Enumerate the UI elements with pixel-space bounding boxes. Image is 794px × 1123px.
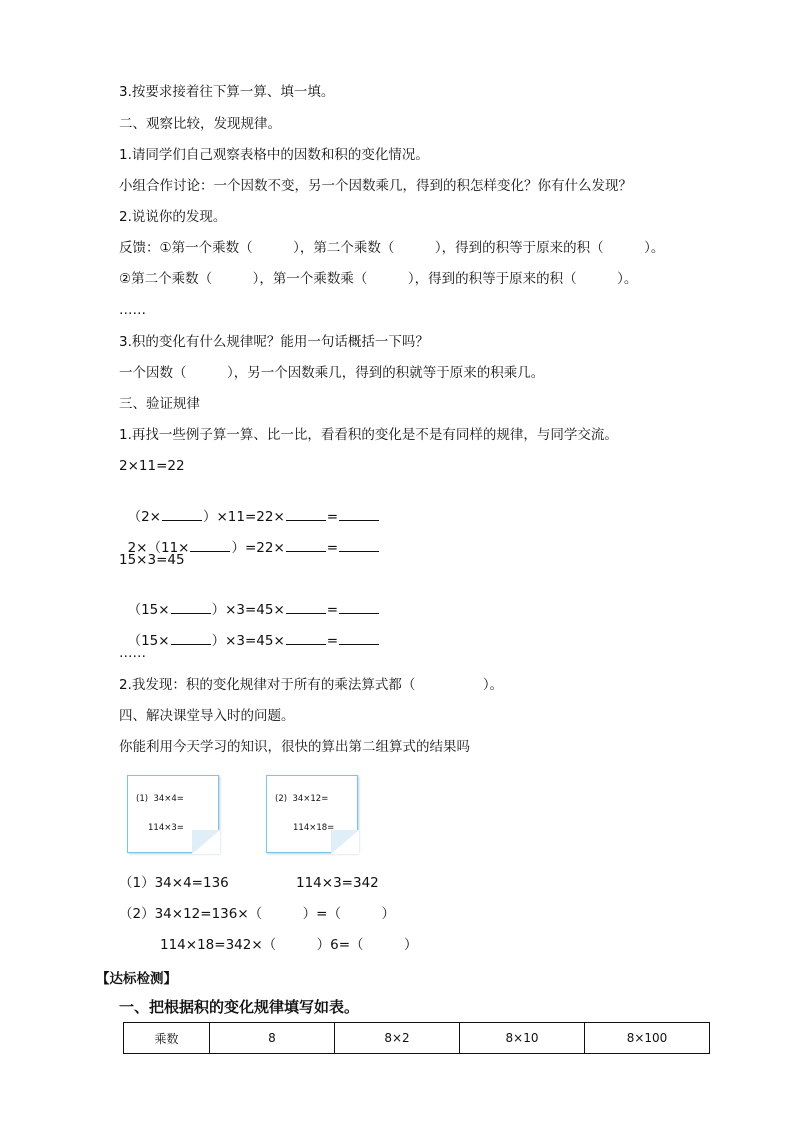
section-heading: 四、解决课堂导入时的问题。 [119, 708, 295, 724]
question-title: 一、把根据积的变化规律填写如表。 [119, 998, 360, 1016]
answer-blank[interactable] [286, 631, 326, 645]
table-cell: 乘数 [124, 1023, 210, 1054]
page-fold-icon [192, 830, 220, 854]
answer-line: （2）34×12=136×（ ）=（ ） [119, 906, 395, 922]
answer-line: （1）34×4=136 [119, 875, 229, 891]
text-line: 2.我发现：积的变化规律对于所有的乘法算式都（ ）。 [119, 677, 504, 693]
table-cell: 8×2 [335, 1023, 460, 1054]
answer-blank[interactable] [171, 600, 211, 614]
text-line: 你能利用今天学习的知识，很快的算出第二组算式的结果吗 [119, 739, 470, 755]
answer-blank[interactable] [286, 600, 326, 614]
eq-part: ）=22× [231, 540, 285, 556]
answer-line: 114×3=342 [296, 875, 379, 891]
eq-part: （15× [127, 602, 170, 618]
eq-part: ）×3=45× [211, 633, 285, 649]
text-line: 2.说说你的发现。 [119, 209, 227, 225]
answer-blank[interactable] [286, 538, 326, 552]
section-title: 【达标检测】 [96, 971, 177, 987]
eq-part: ）×3=45× [211, 602, 285, 618]
sticky-note-2 [266, 775, 358, 853]
answer-blank[interactable] [339, 631, 379, 645]
table-cell: 8×10 [460, 1023, 585, 1054]
text-line: 一个因数（ ），另一个因数乘几，得到的积就等于原来的积乘几。 [119, 365, 545, 381]
answer-blank[interactable] [339, 600, 379, 614]
eq-part: = [326, 602, 339, 618]
sticky-note-1 [127, 775, 219, 853]
section-heading: 三、验证规律 [119, 396, 200, 412]
answer-blank[interactable] [190, 538, 230, 552]
note-equation: 114×3= [148, 823, 184, 833]
text-line: ②第二个乘数（ ），第一个乘数乘（ ），得到的积等于原来的积（ ）。 [119, 271, 638, 287]
eq-part: = [326, 633, 339, 649]
text-line: 1.请同学们自己观察表格中的因数和积的变化情况。 [119, 147, 429, 163]
note-equation: (2) 34×12= [275, 794, 329, 804]
eq-part: （15× [127, 633, 170, 649]
answer-blank[interactable] [286, 507, 326, 521]
ellipsis: …… [119, 302, 146, 318]
multiplier-table [123, 1022, 710, 1054]
answer-blank[interactable] [339, 538, 379, 552]
answer-blank[interactable] [339, 507, 379, 521]
answer-blank[interactable] [162, 507, 202, 521]
ellipsis: …… [119, 645, 146, 661]
table-cell: 8×100 [585, 1023, 710, 1054]
note-equation: 114×18= [293, 823, 335, 833]
text-line: 3.积的变化有什么规律呢？能用一句话概括一下吗？ [119, 334, 429, 350]
equation: 15×3=45 [119, 552, 185, 568]
answer-line: 114×18=342×（ ）6=（ ） [160, 937, 418, 953]
text-line: 小组合作讨论：一个因数不变，另一个因数乘几，得到的积怎样变化？你有什么发现？ [119, 178, 632, 194]
eq-part: = [326, 540, 339, 556]
eq-part: 2×（11× [127, 540, 190, 556]
note-equation: (1) 34×4= [136, 794, 184, 804]
text-line: 1.再找一些例子算一算、比一比，看看积的变化是不是有同样的规律，与同学交流。 [119, 427, 618, 443]
text-line: 3.按要求接着往下算一算、填一填。 [119, 84, 335, 100]
page-fold-icon [331, 830, 359, 854]
section-heading: 二、观察比较，发现规律。 [119, 116, 281, 132]
eq-part: ）×11=22× [203, 509, 285, 525]
answer-blank[interactable] [171, 631, 211, 645]
eq-part: = [326, 509, 339, 525]
fill-equation [119, 613, 380, 650]
table-cell: 8 [210, 1023, 335, 1054]
eq-part: （2× [127, 509, 161, 525]
table-row [124, 1023, 710, 1054]
equation: 2×11=22 [119, 458, 185, 474]
text-line: 反馈：①第一个乘数（ ），第二个乘数（ ），得到的积等于原来的积（ ）。 [119, 240, 665, 256]
